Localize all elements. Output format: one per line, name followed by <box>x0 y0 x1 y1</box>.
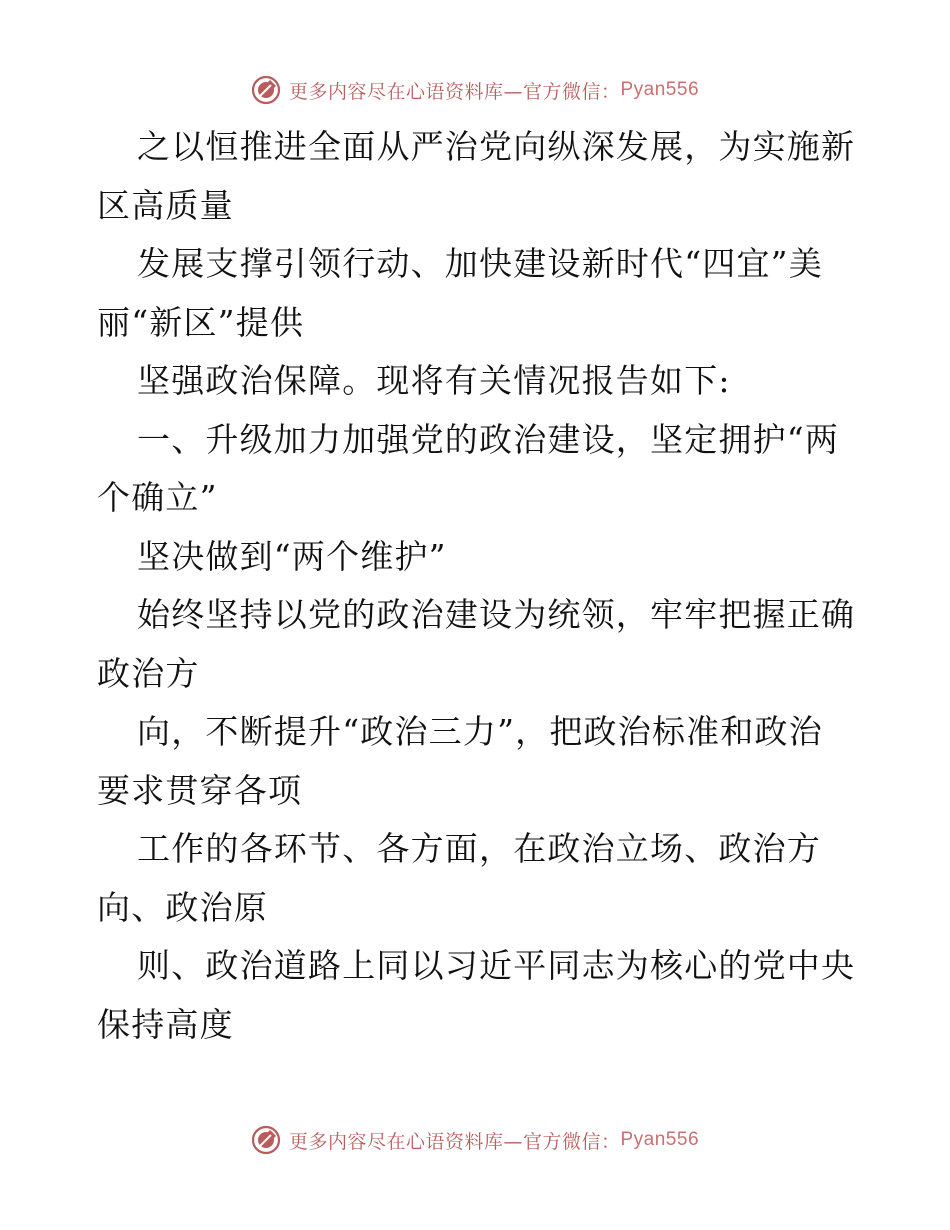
watermark-wechat-id: Pyan556 <box>620 1129 700 1150</box>
text-line: 保持高度 <box>97 1004 234 1044</box>
text-line: 发展支撑引领行动、加快建设新时代“四宜”美 <box>137 244 823 283</box>
text-line: 要求贯穿各项 <box>97 770 303 810</box>
text-line: 丽“新区”提供 <box>97 302 305 342</box>
text-line: 政治方 <box>97 653 200 693</box>
text-line: 之以恒推进全面从严治党向纵深发展，为实施新 <box>137 127 856 166</box>
text-line: 坚决做到“两个维护” <box>137 536 447 576</box>
text-line: 向、政治原 <box>97 887 268 927</box>
watermark-text: 更多内容尽在心语资料库—官方微信： <box>288 80 621 103</box>
text-line: 个确立” <box>97 478 218 517</box>
document-body <box>97 118 857 1054</box>
text-line: 始终坚持以党的政治建设为统领，牢牢把握正确 <box>137 595 856 634</box>
seal-logo-icon <box>251 75 281 105</box>
text-line: 工作的各环节、各方面，在政治立场、政治方 <box>137 829 821 868</box>
text-line: 则、政治道路上同以习近平同志为核心的党中央 <box>137 946 856 985</box>
watermark-wechat-id: Pyan556 <box>620 79 700 100</box>
text-line: 坚强政治保障。现将有关情况报告如下: <box>137 361 731 400</box>
header-watermark <box>0 70 950 110</box>
watermark-text: 更多内容尽在心语资料库—官方微信： <box>288 1130 621 1153</box>
footer-watermark <box>0 1120 950 1160</box>
text-line: 向，不断提升“政治三力”，把政治标准和政治 <box>137 712 823 751</box>
text-line: 区高质量 <box>97 185 234 225</box>
text-line: 一、升级加力加强党的政治建设，坚定拥护“两 <box>137 419 840 459</box>
seal-logo-icon <box>251 1125 281 1155</box>
